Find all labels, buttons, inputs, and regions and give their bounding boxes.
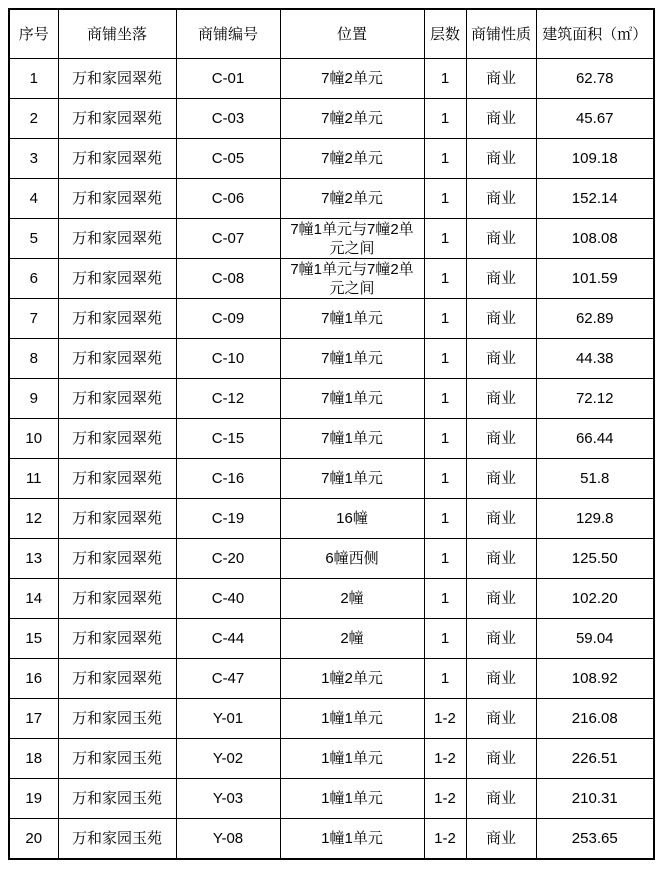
cell-nature: 商业 (466, 99, 536, 139)
cell-number: Y-03 (176, 779, 280, 819)
cell-position: 7幢2单元 (280, 59, 424, 99)
table-row (9, 459, 654, 499)
cell-nature: 商业 (466, 219, 536, 259)
cell-index: 14 (9, 579, 58, 619)
cell-floors: 1 (424, 179, 466, 219)
cell-floors: 1 (424, 139, 466, 179)
cell-index: 15 (9, 619, 58, 659)
table-row (9, 819, 654, 860)
table-row (9, 659, 654, 699)
cell-area: 253.65 (536, 819, 654, 860)
cell-index: 12 (9, 499, 58, 539)
cell-area: 210.31 (536, 779, 654, 819)
cell-index: 2 (9, 99, 58, 139)
cell-index: 5 (9, 219, 58, 259)
cell-nature: 商业 (466, 459, 536, 499)
cell-nature: 商业 (466, 779, 536, 819)
cell-number: C-12 (176, 379, 280, 419)
col-header-index: 序号 (9, 9, 58, 59)
cell-floors: 1 (424, 339, 466, 379)
table-row (9, 379, 654, 419)
cell-area: 66.44 (536, 419, 654, 459)
cell-floors: 1 (424, 579, 466, 619)
cell-nature: 商业 (466, 379, 536, 419)
cell-nature: 商业 (466, 339, 536, 379)
cell-nature: 商业 (466, 179, 536, 219)
cell-area: 62.89 (536, 299, 654, 339)
table-row (9, 779, 654, 819)
col-header-nature: 商铺性质 (466, 9, 536, 59)
cell-area: 102.20 (536, 579, 654, 619)
cell-index: 6 (9, 259, 58, 299)
cell-position: 16幢 (280, 499, 424, 539)
cell-index: 19 (9, 779, 58, 819)
cell-floors: 1 (424, 619, 466, 659)
table-row (9, 499, 654, 539)
cell-nature: 商业 (466, 259, 536, 299)
table-row (9, 299, 654, 339)
cell-number: C-16 (176, 459, 280, 499)
cell-location: 万和家园翠苑 (58, 179, 176, 219)
cell-area: 44.38 (536, 339, 654, 379)
cell-number: C-47 (176, 659, 280, 699)
cell-floors: 1 (424, 299, 466, 339)
cell-area: 62.78 (536, 59, 654, 99)
cell-nature: 商业 (466, 739, 536, 779)
col-header-position: 位置 (280, 9, 424, 59)
cell-floors: 1 (424, 99, 466, 139)
cell-area: 108.08 (536, 219, 654, 259)
cell-area: 216.08 (536, 699, 654, 739)
cell-nature: 商业 (466, 539, 536, 579)
cell-position: 7幢1单元 (280, 419, 424, 459)
cell-index: 13 (9, 539, 58, 579)
cell-location: 万和家园翠苑 (58, 299, 176, 339)
cell-position: 7幢1单元与7幢2单元之间 (280, 259, 424, 299)
table-row (9, 339, 654, 379)
col-header-number: 商铺编号 (176, 9, 280, 59)
shops-table (8, 8, 655, 860)
cell-index: 4 (9, 179, 58, 219)
table-row (9, 99, 654, 139)
table-row (9, 219, 654, 259)
cell-number: C-08 (176, 259, 280, 299)
cell-nature: 商业 (466, 619, 536, 659)
cell-position: 2幢 (280, 579, 424, 619)
cell-area: 72.12 (536, 379, 654, 419)
cell-number: C-10 (176, 339, 280, 379)
cell-area: 226.51 (536, 739, 654, 779)
cell-floors: 1 (424, 219, 466, 259)
cell-location: 万和家园翠苑 (58, 539, 176, 579)
cell-floors: 1-2 (424, 699, 466, 739)
cell-index: 17 (9, 699, 58, 739)
cell-number: C-01 (176, 59, 280, 99)
table-row (9, 179, 654, 219)
table-row (9, 619, 654, 659)
table-row (9, 699, 654, 739)
table-row (9, 59, 654, 99)
cell-location: 万和家园翠苑 (58, 139, 176, 179)
cell-number: C-09 (176, 299, 280, 339)
cell-position: 1幢2单元 (280, 659, 424, 699)
cell-area: 45.67 (536, 99, 654, 139)
cell-nature: 商业 (466, 659, 536, 699)
cell-number: Y-02 (176, 739, 280, 779)
cell-number: Y-01 (176, 699, 280, 739)
table-body (9, 59, 654, 860)
cell-position: 1幢1单元 (280, 819, 424, 860)
cell-area: 51.8 (536, 459, 654, 499)
cell-area: 108.92 (536, 659, 654, 699)
cell-index: 16 (9, 659, 58, 699)
cell-area: 101.59 (536, 259, 654, 299)
cell-floors: 1 (424, 379, 466, 419)
table-row (9, 579, 654, 619)
cell-nature: 商业 (466, 499, 536, 539)
cell-number: C-07 (176, 219, 280, 259)
cell-floors: 1 (424, 659, 466, 699)
header-row (9, 9, 654, 59)
cell-area: 109.18 (536, 139, 654, 179)
cell-position: 7幢1单元 (280, 459, 424, 499)
cell-area: 125.50 (536, 539, 654, 579)
cell-location: 万和家园翠苑 (58, 619, 176, 659)
cell-position: 1幢1单元 (280, 779, 424, 819)
cell-position: 6幢西侧 (280, 539, 424, 579)
cell-number: C-40 (176, 579, 280, 619)
cell-nature: 商业 (466, 299, 536, 339)
cell-position: 7幢2单元 (280, 179, 424, 219)
cell-location: 万和家园翠苑 (58, 339, 176, 379)
cell-floors: 1 (424, 259, 466, 299)
cell-index: 9 (9, 379, 58, 419)
cell-number: Y-08 (176, 819, 280, 860)
cell-area: 59.04 (536, 619, 654, 659)
cell-index: 7 (9, 299, 58, 339)
cell-position: 2幢 (280, 619, 424, 659)
cell-index: 8 (9, 339, 58, 379)
cell-location: 万和家园翠苑 (58, 659, 176, 699)
table-row (9, 259, 654, 299)
cell-nature: 商业 (466, 59, 536, 99)
cell-location: 万和家园翠苑 (58, 99, 176, 139)
cell-floors: 1-2 (424, 739, 466, 779)
table-row (9, 139, 654, 179)
cell-location: 万和家园翠苑 (58, 419, 176, 459)
cell-location: 万和家园玉苑 (58, 779, 176, 819)
cell-location: 万和家园玉苑 (58, 699, 176, 739)
cell-nature: 商业 (466, 819, 536, 860)
cell-number: C-06 (176, 179, 280, 219)
cell-nature: 商业 (466, 699, 536, 739)
cell-floors: 1 (424, 419, 466, 459)
cell-location: 万和家园翠苑 (58, 259, 176, 299)
cell-number: C-20 (176, 539, 280, 579)
cell-index: 10 (9, 419, 58, 459)
table-row (9, 539, 654, 579)
cell-position: 7幢1单元 (280, 299, 424, 339)
cell-number: C-15 (176, 419, 280, 459)
table-row (9, 739, 654, 779)
cell-floors: 1 (424, 499, 466, 539)
table-row (9, 419, 654, 459)
cell-position: 7幢2单元 (280, 99, 424, 139)
cell-location: 万和家园翠苑 (58, 379, 176, 419)
cell-number: C-03 (176, 99, 280, 139)
cell-index: 11 (9, 459, 58, 499)
cell-location: 万和家园翠苑 (58, 59, 176, 99)
cell-index: 1 (9, 59, 58, 99)
cell-number: C-44 (176, 619, 280, 659)
cell-floors: 1-2 (424, 779, 466, 819)
cell-area: 129.8 (536, 499, 654, 539)
cell-number: C-19 (176, 499, 280, 539)
cell-index: 3 (9, 139, 58, 179)
cell-nature: 商业 (466, 419, 536, 459)
cell-number: C-05 (176, 139, 280, 179)
cell-location: 万和家园玉苑 (58, 739, 176, 779)
cell-position: 7幢2单元 (280, 139, 424, 179)
cell-floors: 1 (424, 539, 466, 579)
cell-nature: 商业 (466, 139, 536, 179)
cell-position: 7幢1单元 (280, 339, 424, 379)
cell-position: 7幢1单元 (280, 379, 424, 419)
cell-floors: 1 (424, 459, 466, 499)
cell-position: 1幢1单元 (280, 739, 424, 779)
col-header-area: 建筑面积（㎡） (536, 9, 654, 59)
cell-index: 20 (9, 819, 58, 860)
cell-location: 万和家园翠苑 (58, 579, 176, 619)
col-header-floors: 层数 (424, 9, 466, 59)
cell-position: 7幢1单元与7幢2单元之间 (280, 219, 424, 259)
cell-location: 万和家园翠苑 (58, 459, 176, 499)
cell-floors: 1-2 (424, 819, 466, 860)
cell-floors: 1 (424, 59, 466, 99)
cell-position: 1幢1单元 (280, 699, 424, 739)
col-header-location: 商铺坐落 (58, 9, 176, 59)
cell-area: 152.14 (536, 179, 654, 219)
cell-location: 万和家园翠苑 (58, 499, 176, 539)
cell-index: 18 (9, 739, 58, 779)
cell-location: 万和家园翠苑 (58, 219, 176, 259)
cell-nature: 商业 (466, 579, 536, 619)
cell-location: 万和家园玉苑 (58, 819, 176, 860)
